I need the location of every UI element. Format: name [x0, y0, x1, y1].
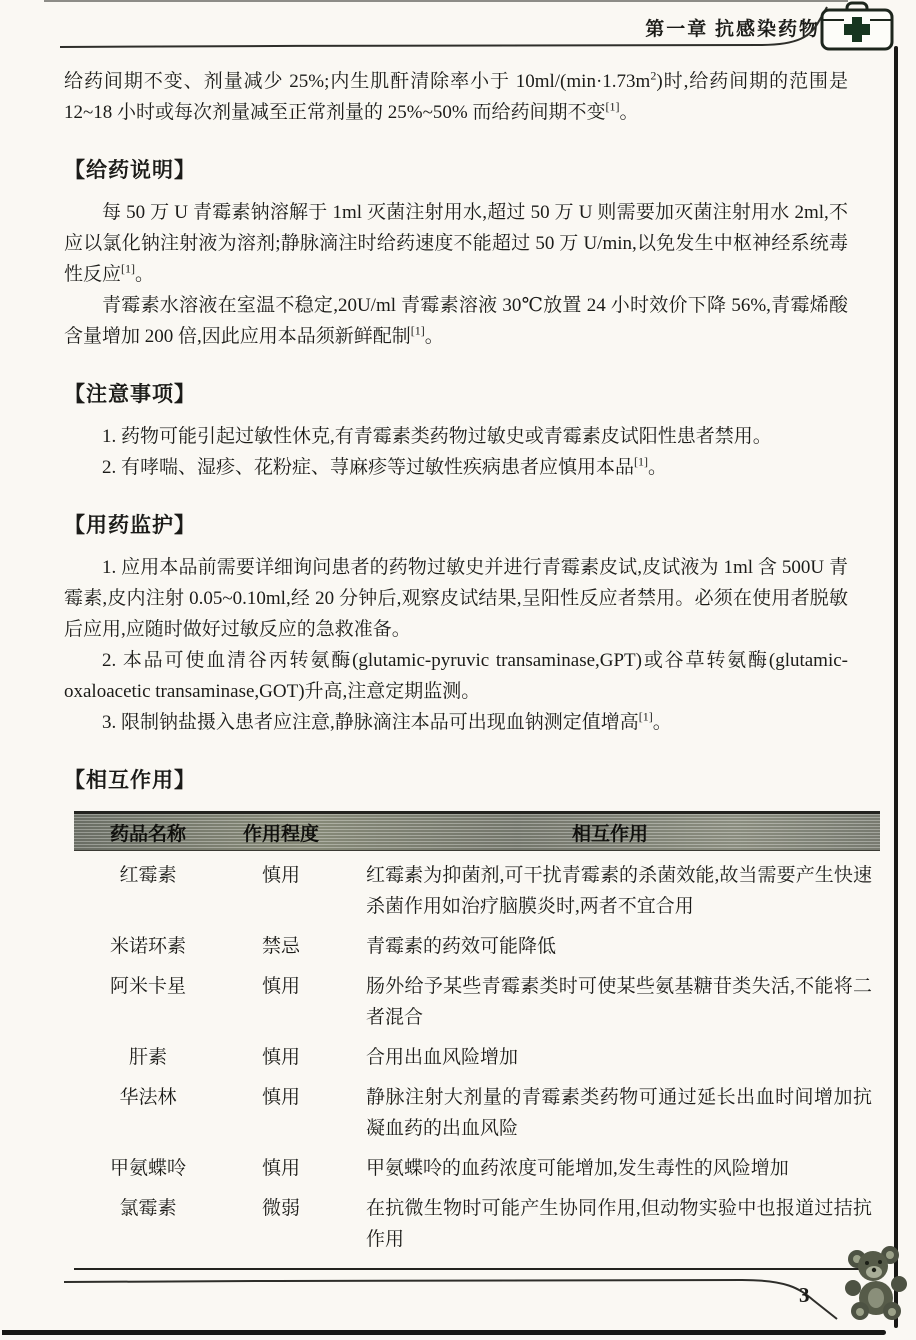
table-row	[74, 851, 880, 922]
scan-edge-right	[894, 46, 898, 1328]
cell-interaction: 静脉注射大剂量的青霉素类药物可通过延长出血时间增加抗凝血药的出血风险	[366, 1087, 872, 1139]
monitoring-item-1: 1. 应用本品前需要详细询问患者的药物过敏史并进行青霉素皮试,皮试液为 1ml 含 500U 青霉素,皮内注射 0.05~0.10ml,经 20 分钟后,观察皮试结果,呈阳性反应者禁用。必须在使用者脱敏后应用,应随时做好过敏反应的急救准备。	[64, 557, 848, 640]
text-segment: 每 50 万 U 青霉素钠溶解于 1ml 灭菌注射用水,超过 50 万 U 则需要加灭菌注射用水 2ml,不应以氯化钠注射液为溶剂;静脉滴注时给药速度不能超过 50 万 U/min,以免发生中枢神经系统毒性反应	[64, 202, 848, 285]
table-row	[74, 922, 880, 962]
text-segment: )时,给药间期的范围是 12~18 小时或每次剂量减至正常剂量的 25%~50% 而给药间期不变	[64, 71, 849, 123]
section-heading-monitoring: 【用药监护】	[64, 513, 196, 537]
cell-drug: 米诺环素	[109, 936, 186, 957]
text-segment: 2. 有哮喘、湿疹、花粉症、荨麻疹等过敏性疾病患者应慎用本品	[102, 457, 635, 478]
text-segment: 3. 限制钠盐摄入患者应注意,静脉滴注本品可出现血钠测定值增高	[102, 712, 639, 733]
section-heading-interactions: 【相互作用】	[64, 768, 196, 792]
cell-degree: 禁忌	[261, 936, 300, 957]
table-header-row	[74, 814, 880, 851]
cell-degree: 微弱	[261, 1198, 300, 1219]
table-row	[74, 1184, 880, 1255]
cell-drug: 华法林	[119, 1087, 177, 1108]
citation-ref: [1]	[121, 261, 136, 276]
text-segment: 。	[619, 102, 639, 123]
table-row	[74, 1033, 880, 1073]
cell-drug: 甲氨蝶呤	[109, 1158, 186, 1179]
page-content	[64, 66, 872, 1270]
cell-interaction: 在抗微生物时可能产生协同作用,但动物实验中也报道过拮抗作用	[366, 1198, 872, 1250]
cell-interaction: 甲氨蝶呤的血药浓度可能增加,发生毒性的风险增加	[366, 1158, 789, 1179]
table-row	[74, 962, 880, 1033]
interactions-table	[74, 811, 880, 1270]
page-number: 3	[799, 1283, 810, 1307]
text-segment: 给药间期不变、剂量减少 25%;内生肌酐清除率小于 10ml/(min·1.73m	[64, 71, 651, 92]
cell-interaction: 青霉素的药效可能降低	[366, 936, 557, 957]
cell-interaction: 肠外给予某些青霉素类时可使某些氨基糖苷类失活,不能将二者混合	[366, 976, 872, 1028]
column-header-drug: 药品名称	[109, 823, 186, 845]
cell-degree: 慎用	[261, 1087, 300, 1108]
first-aid-kit-icon	[818, 1, 896, 53]
teddy-bear-icon	[840, 1244, 912, 1322]
table-row	[74, 1073, 880, 1144]
footer-rule-curve	[0, 1266, 916, 1340]
cell-degree: 慎用	[261, 1047, 300, 1068]
citation-ref: [1]	[605, 99, 620, 114]
citation-ref: [1]	[634, 454, 649, 469]
precautions-item-1: 1. 药物可能引起过敏性休克,有青霉素类药物过敏史或青霉素皮试阳性患者禁用。	[102, 426, 772, 447]
chapter-running-head: 第一章 抗感染药物	[645, 19, 820, 40]
cell-drug: 红霉素	[119, 865, 177, 886]
text-segment: 。	[135, 264, 155, 285]
cell-drug: 肝素	[128, 1047, 167, 1068]
monitoring-item-2: 2. 本品可使血清谷丙转氨酶(glutamic-pyruvic transaminase,GPT)或谷草转氨酶(glutamic-oxaloacetic transaminase,GOT)升高,注意定期监测。	[64, 650, 848, 702]
column-header-degree: 作用程度	[242, 823, 319, 845]
column-header-interaction: 相互作用	[571, 823, 648, 845]
cell-degree: 慎用	[261, 865, 300, 886]
intro-paragraph	[64, 66, 848, 128]
cell-interaction: 合用出血风险增加	[366, 1047, 519, 1068]
dosing-paragraph-1	[64, 197, 848, 290]
cell-degree: 慎用	[261, 976, 300, 997]
scan-edge-bottom	[2, 1330, 886, 1335]
section-heading-dosing: 【给药说明】	[64, 158, 196, 182]
citation-ref: [1]	[638, 709, 653, 724]
table-row	[74, 1144, 880, 1184]
dosing-paragraph-2	[64, 290, 848, 352]
cell-drug: 阿米卡星	[109, 976, 186, 997]
cell-drug: 氯霉素	[119, 1198, 177, 1219]
monitoring-item-3	[64, 707, 848, 738]
text-segment: 。	[424, 326, 444, 347]
text-segment: 。	[652, 712, 672, 733]
cell-interaction: 红霉素为抑菌剂,可干扰青霉素的杀菌效能,故当需要产生快速杀菌作用如治疗脑膜炎时,两者不宜合用	[366, 865, 872, 917]
text-segment: 青霉素水溶液在室温不稳定,20U/ml 青霉素溶液 30℃放置 24 小时效价下降 56%,青霉烯酸含量增加 200 倍,因此应用本品须新鲜配制	[64, 295, 848, 347]
section-heading-precautions: 【注意事项】	[64, 382, 196, 406]
cell-degree: 慎用	[261, 1158, 300, 1179]
citation-ref: [1]	[410, 323, 425, 338]
scan-edge-top	[44, 0, 848, 2]
text-segment: 。	[648, 457, 668, 478]
precautions-item-2	[64, 452, 848, 483]
superscript: 2	[650, 68, 657, 83]
